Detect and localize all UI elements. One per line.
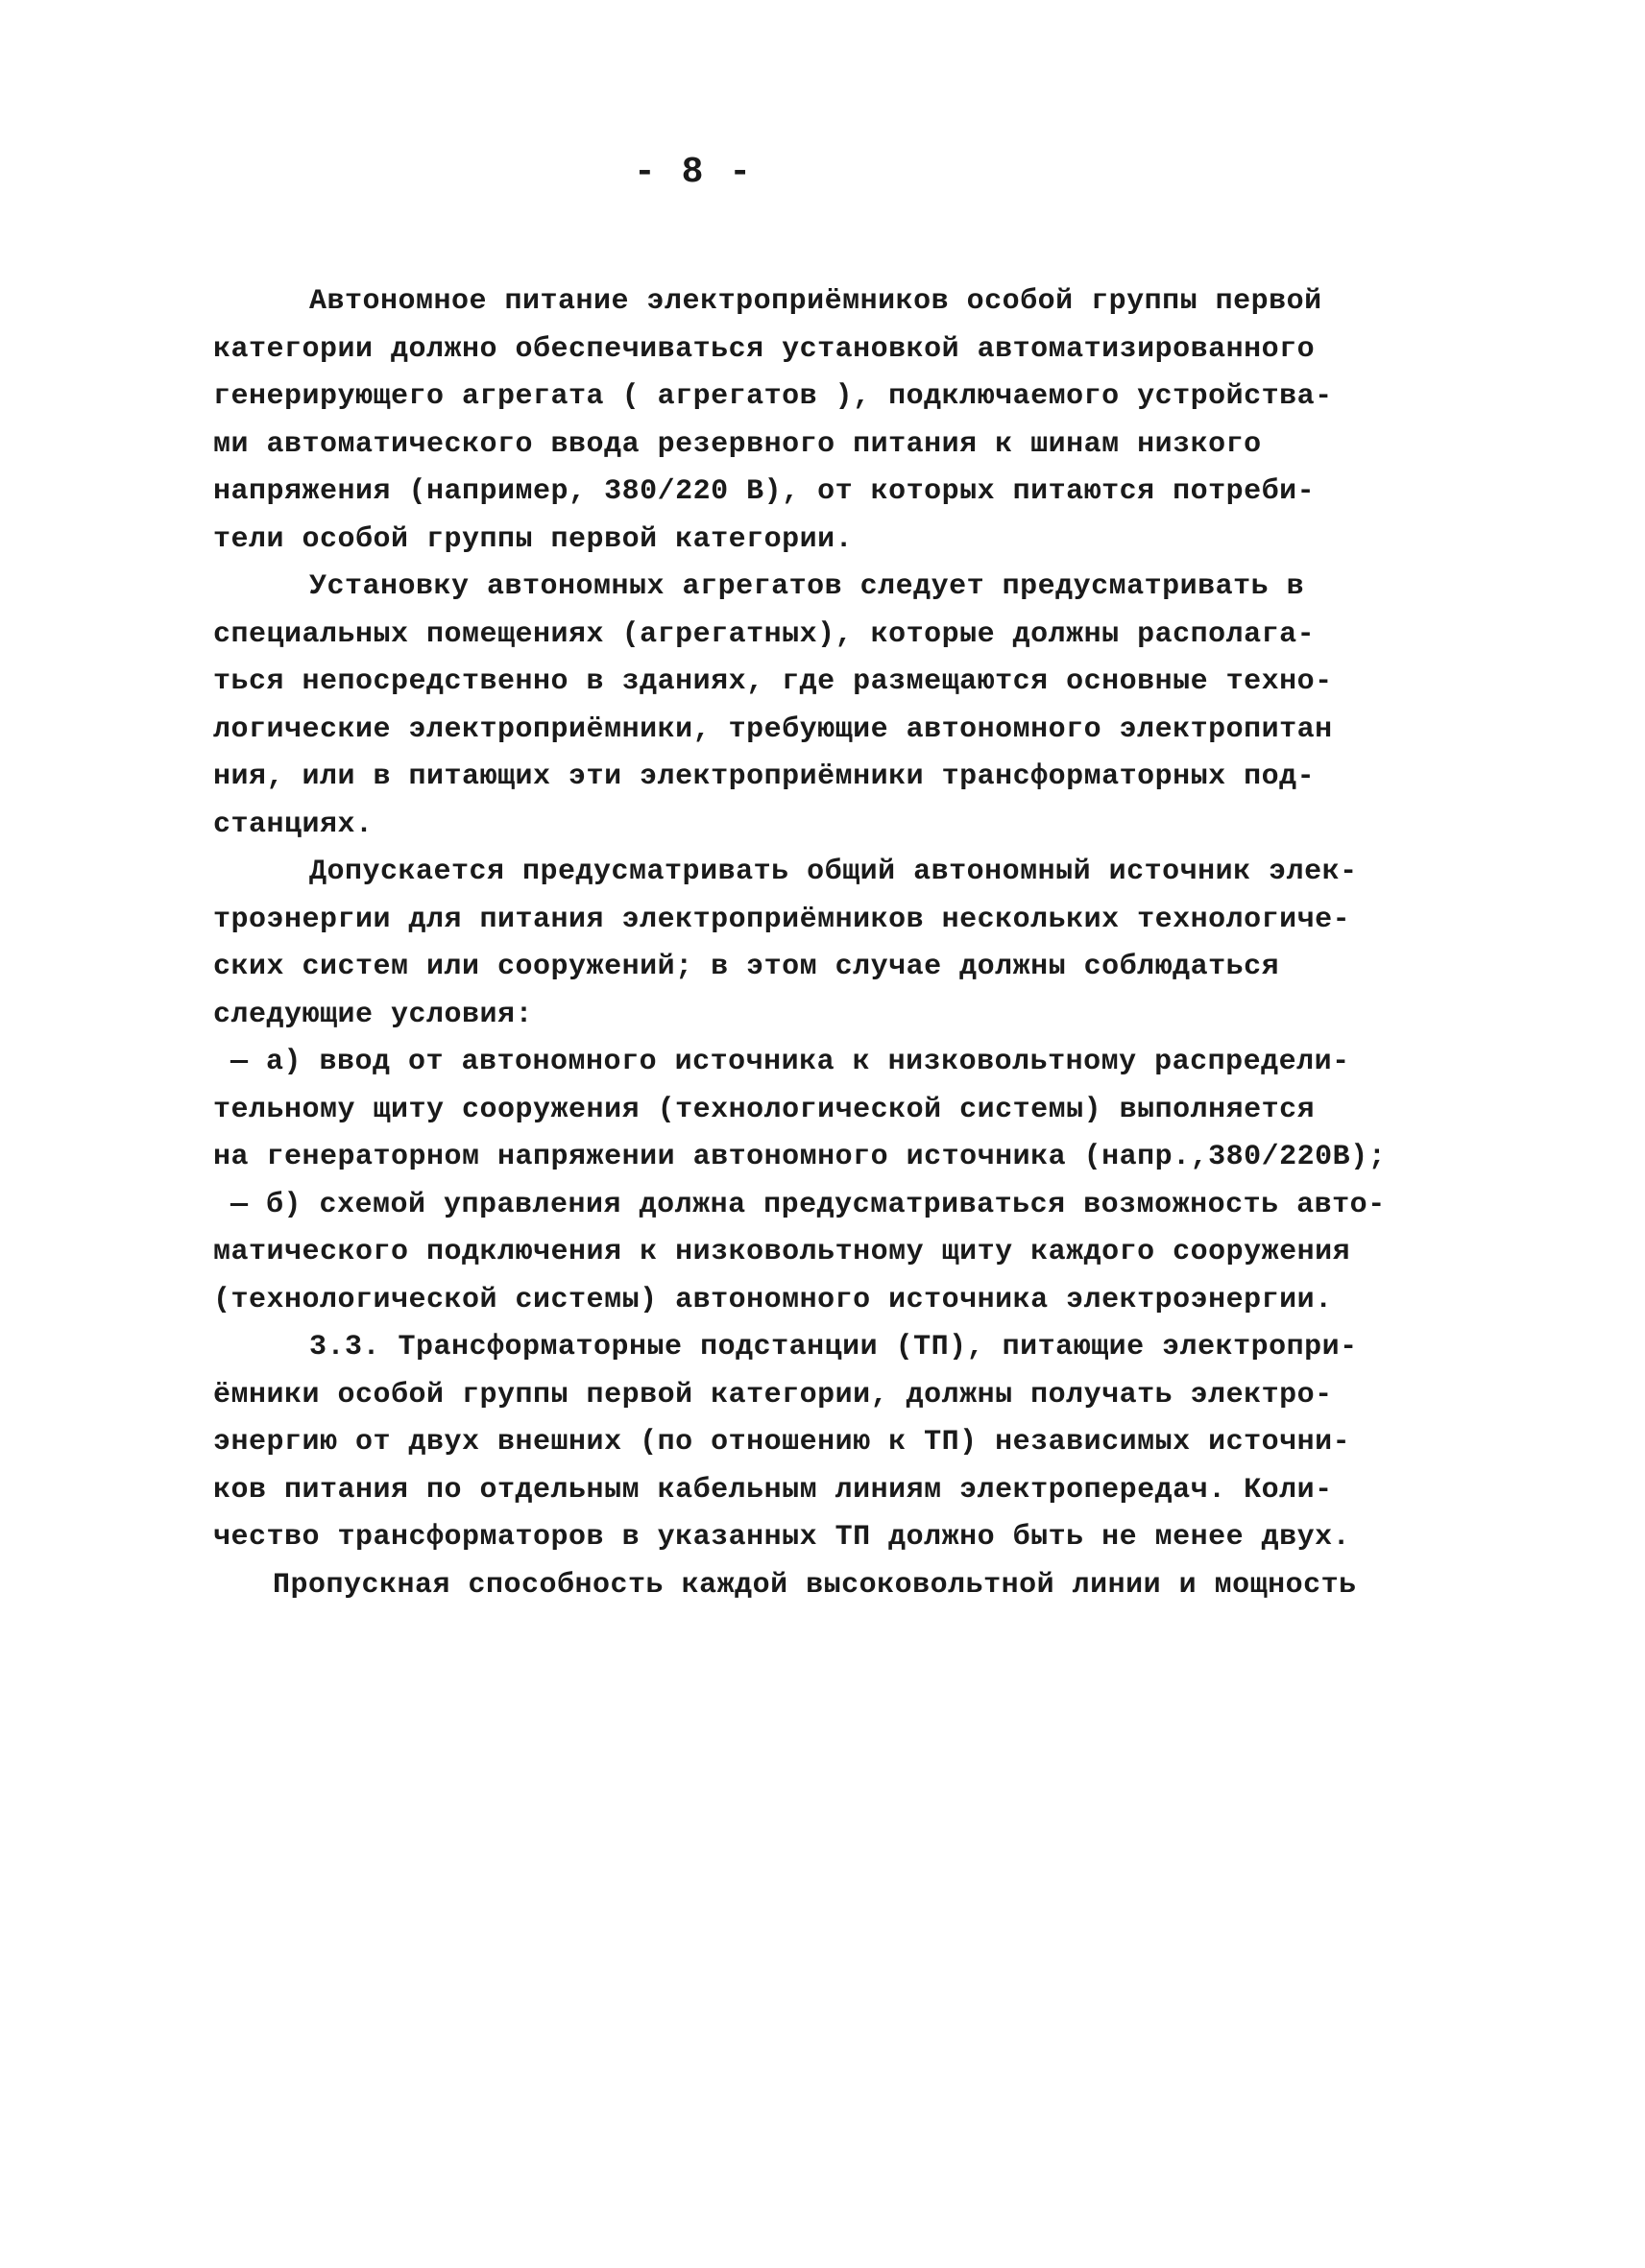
- text-line: чество трансформаторов в указанных ТП должно быть не менее двух.: [213, 1521, 1351, 1554]
- text-line: Пропускная способность каждой высоковольтной линии и мощность: [273, 1568, 1357, 1602]
- text-line: ми автоматического ввода резервного питания к шинам низкого: [213, 427, 1262, 461]
- text-line: матического подключения к низковольтному щиту каждого сооружения: [213, 1236, 1351, 1268]
- text-line: троэнергии для питания электроприёмников нескольких технологиче-: [213, 903, 1351, 936]
- text-line: логические электроприёмники, требующие автономного электропитан: [213, 712, 1333, 746]
- text-line: ёмники особой группы первой категории, должны получать электро-: [213, 1378, 1333, 1411]
- text-line: — а) ввод от автономного источника к низковольтному распредели-: [230, 1046, 1350, 1078]
- text-line: специальных помещениях (агрегатных), которые должны располага-: [213, 617, 1316, 651]
- text-line: Автономное питание электроприёмников особой группы первой: [309, 285, 1322, 318]
- text-line: генерирующего агрегата ( агрегатов ), подключаемого устройства-: [213, 380, 1333, 413]
- text-line: ния, или в питающих эти электроприёмники трансформаторных под-: [213, 760, 1316, 793]
- text-line: тельному щиту сооружения (технологической системы) выполняется: [213, 1093, 1316, 1126]
- text-line: станциях.: [213, 808, 374, 841]
- document-body: [213, 278, 1471, 1609]
- text-line: ских систем или сооружений; в этом случае должны соблюдаться: [213, 951, 1280, 983]
- text-line: тели особой группы первой категории.: [213, 522, 854, 556]
- text-line: (технологической системы) автономного источника электроэнергии.: [213, 1283, 1333, 1316]
- page-number: - 8 -: [634, 152, 754, 193]
- text-line: на генераторном напряжении автономного источника (напр.,380/220В);: [213, 1141, 1387, 1173]
- text-line: категории должно обеспечиваться установкой автоматизированного: [213, 332, 1316, 366]
- text-line: следующие условия:: [213, 998, 534, 1031]
- text-line: Допускается предусматривать общий автономный источник элек-: [309, 856, 1358, 888]
- text-line: напряжения (например, 380/220 В), от которых питаются потреби-: [213, 475, 1316, 508]
- text-line: ться непосредственно в зданиях, где размещаются основные техно-: [213, 665, 1333, 698]
- text-line: энергию от двух внешних (по отношению к ТП) независимых источни-: [213, 1426, 1351, 1459]
- text-line: Установку автономных агрегатов следует предусматривать в: [309, 570, 1305, 603]
- text-line: — б) схемой управления должна предусматриваться возможность авто-: [230, 1188, 1386, 1221]
- text-line: 3.3. Трансформаторные подстанции (ТП), питающие электропри-: [309, 1331, 1358, 1363]
- text-line: ков питания по отдельным кабельным линиям электропередач. Коли-: [213, 1473, 1333, 1507]
